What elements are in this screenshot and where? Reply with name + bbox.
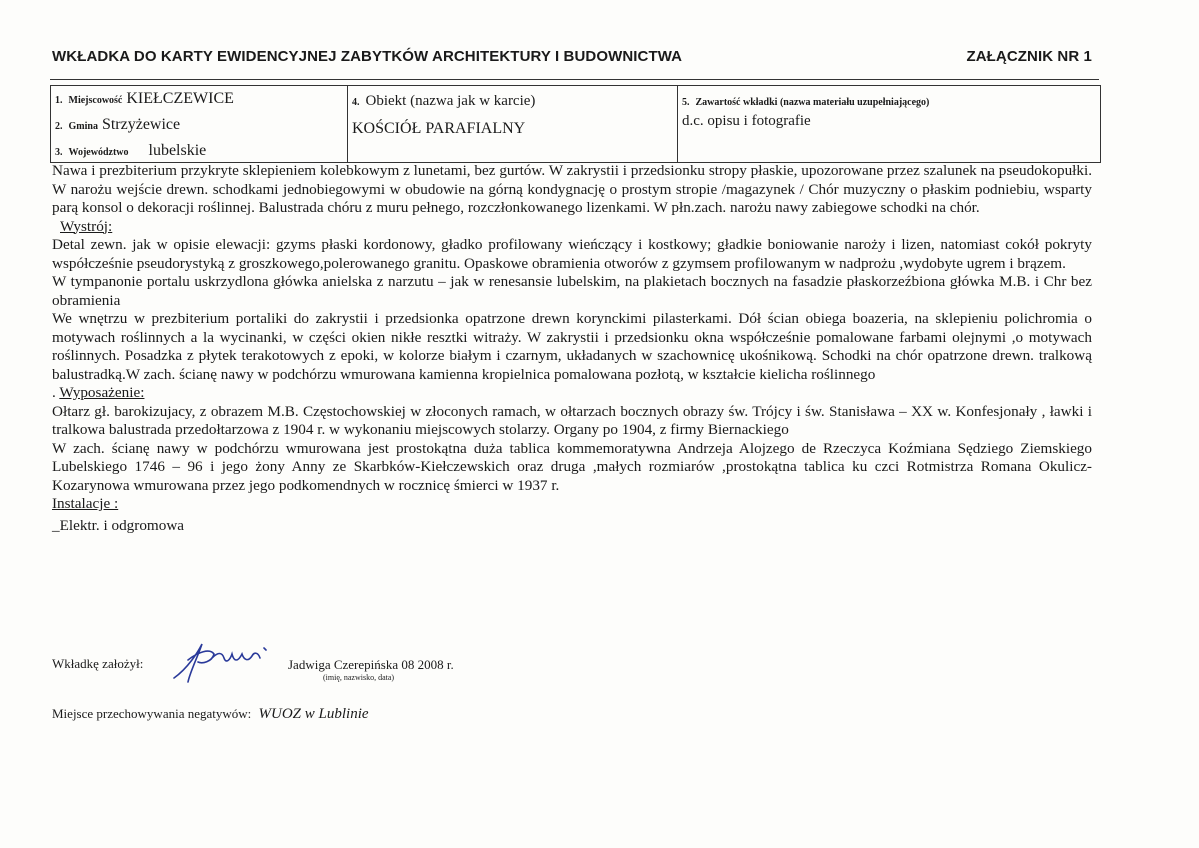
- field-object-label: 4. Obiekt (nazwa jak w karcie): [352, 93, 536, 109]
- description-body: [52, 162, 1092, 535]
- heading-instalacje: Instalacje :: [52, 495, 119, 512]
- negatives-row: [52, 706, 369, 723]
- paragraph-furnishings: Ołtarz gł. barokizujacy, z obrazem M.B. Częstochowskiej w złoconych ramach, w ołtarzach bocznych obrazy św. Trójcy i św. Stanisława – XX w. Konfesjonały , ławki i tralkowa balustrada przedołtarzowa z 1904 r. w wykonaniu miejscowych stolarzy. Organy po 1904, z firmy Biernackiego: [52, 402, 1092, 438]
- field-content-value: d.c. opisu i fotografie: [682, 113, 811, 129]
- negatives-value: WUOZ w Lublinie: [258, 706, 369, 722]
- field-commune: 2. Gmina Strzyżewice: [55, 116, 181, 133]
- location-column: [51, 86, 347, 162]
- attachment-label: ZAŁĄCZNIK NR 1: [966, 48, 1092, 65]
- heading-wystroj: Wystrój:: [60, 217, 113, 235]
- paragraph-plaques: W zach. ścianę nawy w podchórzu wmurowana jest prostokątna duża tablica kommemoratywna Andrzeja Alojzego de Rzeczyca Koźmiana Sędziego Ziemskiego Lubelskiego 1746 – 96 i jego żony Anny ze Skarbków-Kiełczewskich oraz druga ,małych rozmiarów ,prostokątna tablica ku czci Rotmistrza Romana Okulicz-Kozarynowa wmurowana przez jego podkomendnych w rocznicę śmierci w 1937 r.: [52, 439, 1092, 494]
- negatives-label: Miejsce przechowywania negatywów:: [52, 706, 252, 721]
- founded-label: Wkładkę założył:: [52, 656, 144, 671]
- field-object-value: KOŚCIÓŁ PARAFIALNY: [352, 120, 526, 137]
- locality-value: KIEŁCZEWICE: [126, 90, 234, 107]
- voivodeship-value: lubelskie: [148, 142, 207, 159]
- signature-icon: [168, 638, 278, 684]
- fields-table: [50, 85, 1101, 163]
- field-voivodeship: 3. Województwo lubelskie: [55, 142, 207, 159]
- paragraph-interior: We wnętrzu w prezbiterium portaliki do zakrystii i przedsionka opatrzone drewn korynckimi pilasterkami. Dół ścian obiega boazeria, na sklepieniu polichromia o motywach roślinnych a la wycinanki, w części okien nikłe resztki witraży. W zakrystii i przedsionku okna współcześnie pomalowane farbami olejnymi ,o motywach roślinnych. Posadzka z płytek terakotowych z epoki, w kolorze białym i czarnym, układanych w szachownicę ukośnikową. Schodki na chór opatrzone drewn. tralkową balustradką.W zach. ścianę nawy w podchórzu wmurowana kamienna kropielnica pomalowana pozłotą, w kształcie kielicha roślinnego: [52, 310, 1092, 383]
- field-content-label: 5. Zawartość wkładki (nazwa materiału uzupełniającego): [682, 97, 930, 108]
- object-column: [347, 86, 678, 162]
- content-column: [677, 86, 1101, 162]
- founded-value: Jadwiga Czerepińska 08 2008 r.: [288, 657, 454, 672]
- paragraph-installations: _Elektr. i odgromowa: [52, 516, 185, 534]
- heading-wyposazenie: . Wyposażenie:: [52, 384, 145, 401]
- paragraph-exterior-detail: Detal zewn. jak w opisie elewacji: gzyms płaski kordonowy, gładko profilowany wieńczący i kostkowy; gładkie boniowanie naroży i lizen, natomiast cokół pokryty współcześnie pseudorystyką z groszkowego,polerowanego granitu. Opaskowe obramienia otworów z gzymsem profilowanym w nadprożu ,wydobyte ugrem i brązem.: [52, 236, 1092, 272]
- document-title: WKŁADKA DO KARTY EWIDENCYJNEJ ZABYTKÓW ARCHITEKTURY I BUDOWNICTWA: [52, 48, 683, 65]
- founded-sub: (imię, nazwisko, data): [323, 673, 395, 682]
- document-header: [52, 48, 1098, 65]
- paragraph-structure: Nawa i prezbiterium przykryte sklepieniem kolebkowym z lunetami, bez gurtów. W zakrystii i przedsionku stropy płaskie, upozorowane przez szalunek na pseudokopułki. W narożu wejście drewn. schodkami jednobiegowymi w obudowie na górną kondygnację o prostym stropie /magazynek / Chór muzyczny o płaskim podniebiu, wsparty parą konsol o dekoracji roślinnej. Balustrada chóru z muru pełnego, rozczłonkowanego lizenkami. W płn.zach. narożu nawy zabiegowe schodki na chór.: [52, 162, 1092, 216]
- paragraph-tympanum: W tympanonie portalu uskrzydlona główka anielska z narzutu – jak w renesansie lubelskim, na plakietach bocznych na fasadzie płaskorzeźbiona główka M.B. i Chr bez obramienia: [52, 273, 1092, 309]
- field-locality: 1. Miejscowość KIEŁCZEWICE: [55, 90, 234, 107]
- header-rule: [50, 79, 1099, 80]
- commune-value: Strzyżewice: [101, 116, 181, 133]
